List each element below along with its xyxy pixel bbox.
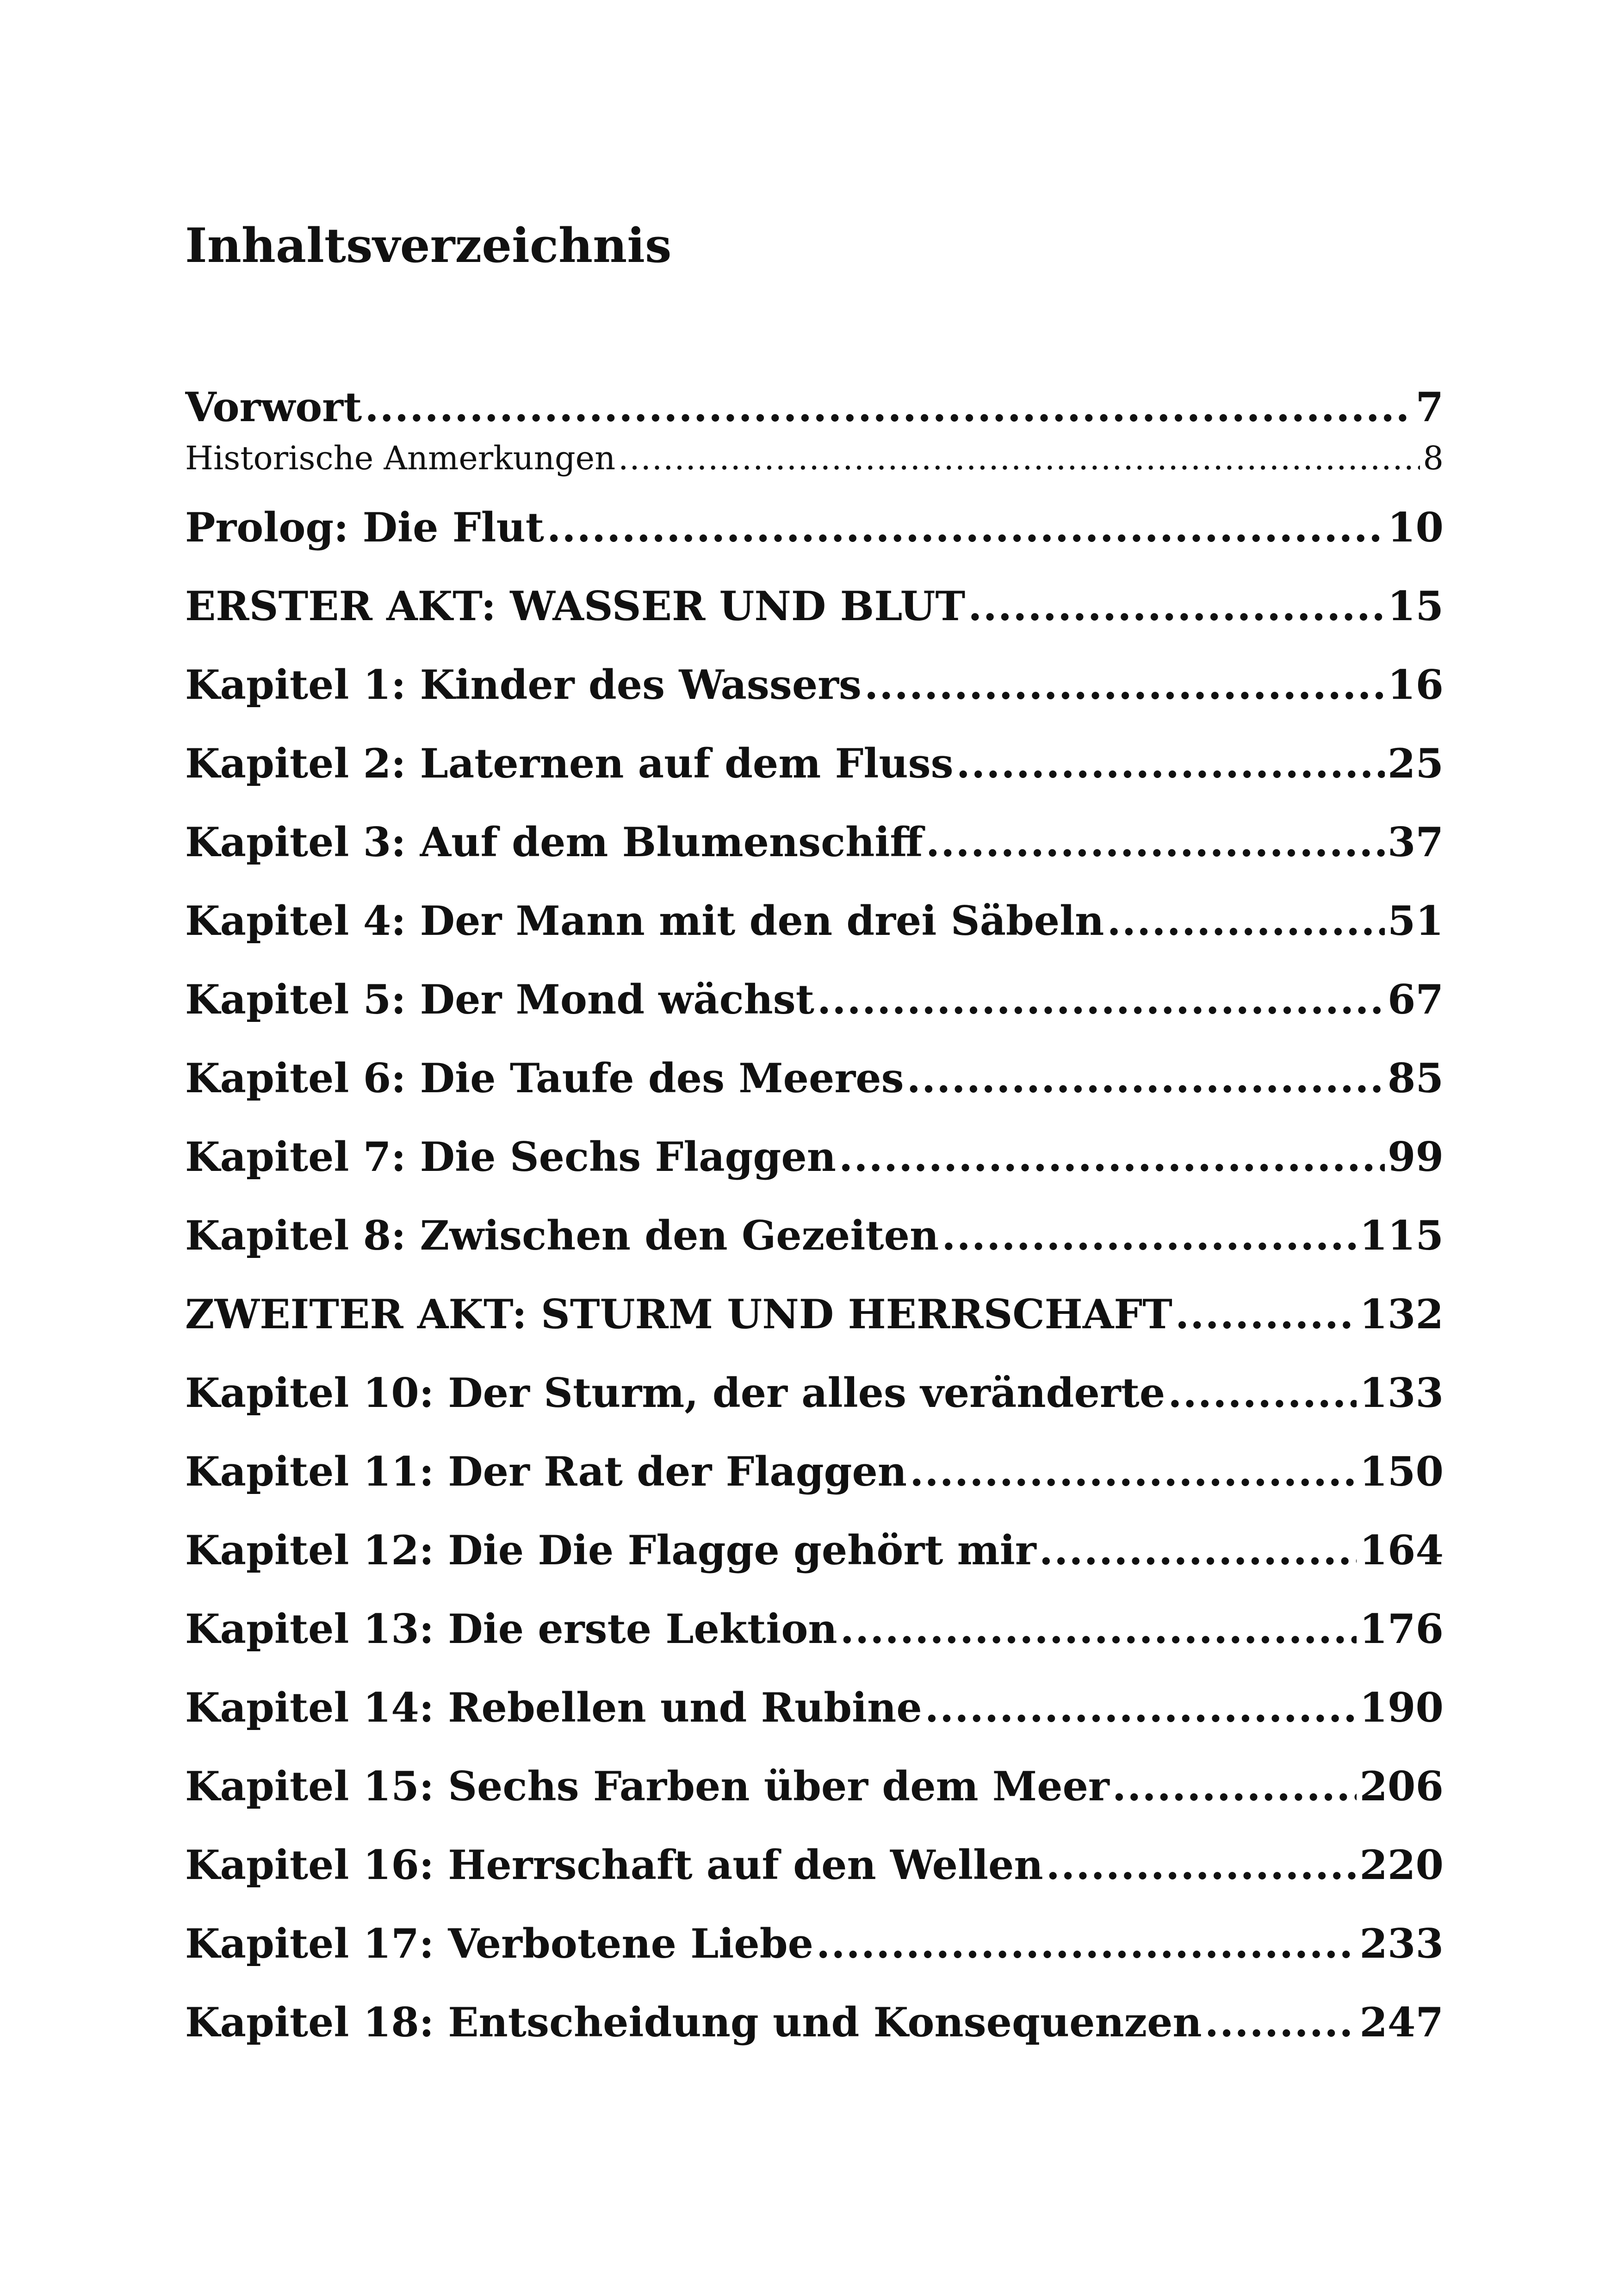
toc-entry-page-number: 233 bbox=[1359, 1920, 1444, 1967]
toc-entry-page-number: 220 bbox=[1359, 1841, 1444, 1889]
toc-list bbox=[185, 380, 1444, 2062]
toc-entry-title: Kapitel 17: Verbotene Liebe bbox=[185, 1920, 813, 1967]
toc-dot-leader bbox=[956, 724, 1385, 803]
toc-entry-title: Kapitel 8: Zwischen den Gezeiten bbox=[185, 1212, 939, 1259]
toc-dot-leader bbox=[1205, 1983, 1357, 2062]
toc-entry-title: Vorwort bbox=[185, 383, 362, 431]
toc-entry[interactable] bbox=[185, 435, 1444, 488]
toc-dot-leader bbox=[864, 646, 1385, 724]
toc-entry-title: Kapitel 10: Der Sturm, der alles veränderte bbox=[185, 1369, 1165, 1417]
toc-entry-title: Kapitel 5: Der Mond wächst bbox=[185, 976, 814, 1023]
toc-entry-page-number: 99 bbox=[1387, 1133, 1444, 1181]
toc-entry[interactable] bbox=[185, 488, 1444, 567]
toc-entry[interactable] bbox=[185, 567, 1444, 646]
toc-entry[interactable] bbox=[185, 960, 1444, 1039]
toc-dot-leader bbox=[1039, 1511, 1357, 1590]
toc-entry[interactable] bbox=[185, 1904, 1444, 1983]
toc-dot-leader bbox=[910, 1432, 1357, 1511]
toc-entry[interactable] bbox=[185, 1668, 1444, 1747]
toc-entry-title: Kapitel 13: Die erste Lektion bbox=[185, 1605, 837, 1653]
toc-dot-leader bbox=[968, 567, 1385, 646]
toc-entry-title: Kapitel 15: Sechs Farben über dem Meer bbox=[185, 1762, 1110, 1810]
toc-entry[interactable] bbox=[185, 380, 1444, 435]
toc-entry-title: Kapitel 3: Auf dem Blumenschiff bbox=[185, 818, 923, 866]
toc-entry-page-number: 150 bbox=[1359, 1448, 1444, 1495]
toc-entry-title: Prolog: Die Flut bbox=[185, 504, 544, 551]
toc-entry[interactable] bbox=[185, 1747, 1444, 1826]
toc-entry-page-number: 25 bbox=[1387, 740, 1444, 787]
toc-entry[interactable] bbox=[185, 1432, 1444, 1511]
toc-entry-title: Kapitel 7: Die Sechs Flaggen bbox=[185, 1133, 836, 1181]
toc-entry-title: Kapitel 6: Die Taufe des Meeres bbox=[185, 1054, 904, 1102]
toc-entry-page-number: 115 bbox=[1359, 1212, 1444, 1259]
toc-entry-title: Kapitel 2: Laternen auf dem Fluss bbox=[185, 740, 954, 787]
toc-dot-leader bbox=[907, 1039, 1385, 1118]
toc-entry-page-number: 8 bbox=[1423, 439, 1444, 477]
toc-entry-page-number: 15 bbox=[1387, 582, 1444, 630]
toc-entry-page-number: 164 bbox=[1359, 1526, 1444, 1574]
toc-entry-title: Kapitel 4: Der Mann mit den drei Säbeln bbox=[185, 897, 1104, 945]
toc-entry-page-number: 7 bbox=[1415, 383, 1444, 431]
toc-dot-leader bbox=[547, 488, 1385, 567]
toc-entry-page-number: 206 bbox=[1359, 1762, 1444, 1810]
toc-entry-page-number: 85 bbox=[1387, 1054, 1444, 1102]
toc-entry[interactable] bbox=[185, 724, 1444, 803]
toc-entry[interactable] bbox=[185, 803, 1444, 882]
toc-entry-title: Kapitel 12: Die Die Flagge gehört mir bbox=[185, 1526, 1036, 1574]
toc-entry-page-number: 16 bbox=[1387, 661, 1444, 709]
toc-entry[interactable] bbox=[185, 1511, 1444, 1590]
toc-heading: Inhaltsverzeichnis bbox=[185, 218, 672, 274]
toc-entry-title: Historische Anmerkungen bbox=[185, 439, 616, 477]
toc-entry[interactable] bbox=[185, 1983, 1444, 2062]
toc-entry-page-number: 51 bbox=[1387, 897, 1444, 945]
toc-dot-leader bbox=[618, 435, 1420, 481]
toc-dot-leader bbox=[1175, 1275, 1357, 1354]
toc-dot-leader bbox=[816, 1904, 1357, 1983]
toc-entry-page-number: 176 bbox=[1359, 1605, 1444, 1653]
toc-entry-page-number: 132 bbox=[1359, 1290, 1444, 1338]
toc-entry[interactable] bbox=[185, 1275, 1444, 1354]
toc-entry[interactable] bbox=[185, 1039, 1444, 1118]
toc-entry-title: ZWEITER AKT: STURM UND HERRSCHAFT bbox=[185, 1290, 1172, 1338]
toc-entry-title: Kapitel 11: Der Rat der Flaggen bbox=[185, 1448, 907, 1495]
toc-entry[interactable] bbox=[185, 1590, 1444, 1668]
toc-dot-leader bbox=[926, 803, 1385, 882]
toc-entry[interactable] bbox=[185, 1826, 1444, 1904]
toc-entry[interactable] bbox=[185, 1196, 1444, 1275]
toc-entry-page-number: 247 bbox=[1359, 1998, 1444, 2046]
toc-dot-leader bbox=[817, 960, 1385, 1039]
toc-dot-leader bbox=[1112, 1747, 1357, 1826]
toc-entry-title: Kapitel 16: Herrschaft auf den Wellen bbox=[185, 1841, 1043, 1889]
toc-entry[interactable] bbox=[185, 1354, 1444, 1432]
toc-entry-title: ERSTER AKT: WASSER UND BLUT bbox=[185, 582, 966, 630]
toc-entry-page-number: 190 bbox=[1359, 1684, 1444, 1731]
toc-dot-leader bbox=[925, 1668, 1357, 1747]
toc-dot-leader bbox=[365, 380, 1413, 435]
toc-entry[interactable] bbox=[185, 1118, 1444, 1196]
toc-entry-page-number: 67 bbox=[1387, 976, 1444, 1023]
toc-dot-leader bbox=[1168, 1354, 1357, 1432]
toc-entry-page-number: 10 bbox=[1387, 504, 1444, 551]
toc-dot-leader bbox=[1046, 1826, 1357, 1904]
toc-entry-title: Kapitel 18: Entscheidung und Konsequenzen bbox=[185, 1998, 1202, 2046]
toc-entry-title: Kapitel 1: Kinder des Wassers bbox=[185, 661, 862, 709]
toc-entry-page-number: 37 bbox=[1387, 818, 1444, 866]
toc-entry-page-number: 133 bbox=[1359, 1369, 1444, 1417]
toc-dot-leader bbox=[839, 1118, 1385, 1196]
toc-entry[interactable] bbox=[185, 646, 1444, 724]
toc-entry-title: Kapitel 14: Rebellen und Rubine bbox=[185, 1684, 922, 1731]
toc-entry[interactable] bbox=[185, 882, 1444, 960]
toc-dot-leader bbox=[840, 1590, 1357, 1668]
toc-dot-leader bbox=[1107, 882, 1384, 960]
toc-dot-leader bbox=[942, 1196, 1357, 1275]
